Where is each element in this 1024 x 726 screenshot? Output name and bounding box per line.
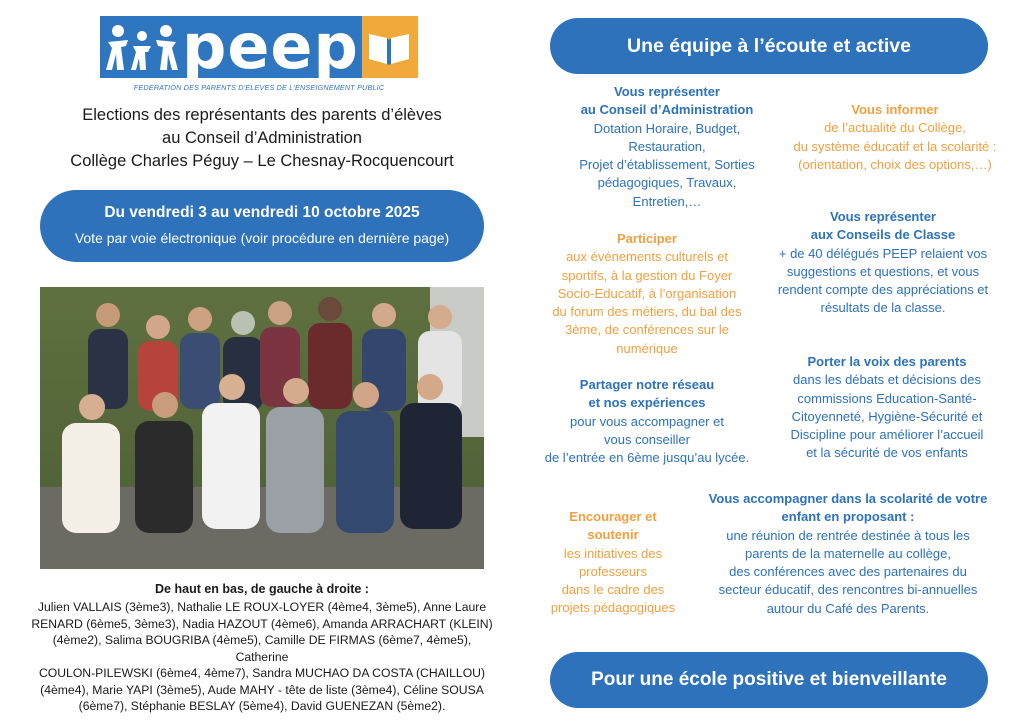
block-heading: enfant en proposant :: [781, 509, 915, 525]
caption-line: COULON-PILEWSKI (6ème4, 4ème7), Sandra MUCHAO DA COSTA (CHAILLOU): [38, 666, 486, 680]
block-heading: Encourager et: [569, 509, 657, 524]
block-text: Discipline pour améliorer l’accueil: [790, 427, 984, 443]
team-photo: [40, 287, 484, 569]
block-heading: Vous accompagner dans la scolarité de votre: [708, 491, 988, 506]
block-text: professeurs: [579, 563, 647, 579]
block-heading: Participer: [617, 231, 677, 246]
block-text: suggestions et questions, et vous: [786, 263, 980, 279]
block-text: vous conseiller: [604, 431, 690, 447]
team-photo-illustration: [40, 287, 484, 569]
caption-names: [26, 599, 498, 715]
caption-line: (4ème2), Salima BOUGRIBA (4ème5), Camille DE FIRMAS (6ème7, 4ème5), Catherine: [52, 633, 472, 664]
represent-cc-block: [758, 208, 1008, 318]
represent-ca-block: [542, 83, 792, 211]
caption-line: (6ème7), Stéphanie BESLAY (5ème4), David GUENEZAN (5ème2).: [78, 699, 446, 713]
vote-dates: Du vendredi 3 au vendredi 10 octobre 2025: [104, 204, 420, 221]
block-text: + de 40 délégués PEEP relaient vos: [778, 245, 988, 261]
encourage-block: [538, 508, 688, 618]
voice-block: [762, 353, 1012, 463]
block-text: (orientation, choix des options,…): [798, 156, 992, 172]
block-text: numérique: [616, 340, 678, 356]
block-text: Citoyenneté, Hygiène-Sécurité et: [791, 408, 983, 424]
block-text: autour du Café des Parents.: [766, 600, 930, 616]
election-line: Elections des représentants des parents d’élèves: [82, 106, 442, 124]
block-text: parents de la maternelle au collège,: [745, 545, 951, 561]
block-heading: et nos expériences: [588, 395, 706, 411]
accompany-block: [690, 490, 1006, 618]
block-text: dans les débats et décisions des: [793, 372, 981, 388]
share-block: [517, 376, 777, 467]
block-text: sportifs, à la gestion du Foyer: [561, 267, 733, 283]
block-text: résultats de la classe.: [820, 300, 946, 316]
block-text: Socio-Educatif, à l’organisation: [557, 285, 737, 301]
vote-dates-banner: [40, 190, 484, 262]
caption-line: (4ème4), Marie YAPI (3ème5), Aude MAHY - tête de liste (3ème4), Céline SOUSA: [40, 682, 484, 697]
block-heading: Vous représenter: [614, 84, 720, 99]
block-text: pour vous accompagner et: [570, 413, 724, 429]
block-heading: Vous informer: [851, 102, 939, 117]
block-text: aux événements culturels et: [566, 249, 728, 265]
block-heading: soutenir: [587, 527, 639, 543]
block-text: une réunion de rentrée destinée à tous les: [726, 527, 970, 543]
block-text: 3ème, de conférences sur le: [564, 322, 730, 338]
block-text: projets pédagogiques: [550, 600, 676, 616]
open-book-icon: [366, 28, 412, 66]
block-text: Projet d’établissement, Sorties: [579, 157, 755, 173]
block-text: et la sécurité de vos enfants: [806, 445, 968, 461]
block-text: secteur éducatif, des rencontres bi-annuelles: [718, 582, 978, 598]
block-heading: Vous représenter: [830, 209, 936, 224]
block-text: dans le cadre des: [561, 582, 665, 598]
block-text: des conférences avec des partenaires du: [729, 564, 967, 580]
logo-subtitle: FEDERATION DES PARENTS D'ELEVES DE L'ENSEIGNEMENT PUBLIC: [133, 83, 385, 92]
block-heading: Porter la voix des parents: [807, 354, 967, 369]
block-text: rendent compte des appréciations et: [777, 282, 989, 298]
caption-title: De haut en bas, de gauche à droite :: [155, 582, 369, 596]
caption-line: Julien VALLAIS (3ème3), Nathalie LE ROUX-LOYER (4ème4, 3ème5), Anne Laure: [37, 600, 487, 614]
people-icon: [106, 22, 178, 72]
participate-block: [527, 230, 767, 358]
team-banner: Une équipe à l’écoute et active: [550, 18, 988, 74]
block-heading: au Conseil d’Administration: [580, 102, 754, 118]
block-text: du système éducatif et la scolarité :: [793, 138, 997, 154]
block-text: du forum des métiers, du bal des: [552, 304, 742, 320]
caption-line: RENARD (6ème5, 3ème3), Nadia HAZOUT (4ème6), Amanda ARRACHART (KLEIN): [31, 616, 493, 631]
motto-banner: Pour une école positive et bienveillante: [550, 652, 988, 708]
block-heading: aux Conseils de Classe: [810, 227, 956, 243]
block-text: commissions Education-Santé-: [797, 390, 977, 406]
election-line: au Conseil d’Administration: [162, 129, 362, 147]
block-text: les initiatives des: [563, 545, 663, 561]
inform-block: [770, 101, 1020, 174]
peep-logo: [100, 10, 418, 102]
election-line: Collège Charles Péguy – Le Chesnay-Rocquencourt: [70, 152, 454, 170]
block-text: Restauration,: [628, 138, 706, 154]
block-text: pédagogiques, Travaux,: [597, 175, 737, 191]
block-heading: Partager notre réseau: [579, 377, 715, 392]
election-heading: [30, 104, 494, 173]
block-text: de l’actualité du Collège,: [824, 120, 966, 136]
vote-method: Vote par voie électronique (voir procédure en dernière page): [74, 230, 450, 246]
logo-wordmark: peep: [182, 10, 359, 83]
block-text: Dotation Horaire, Budget,: [593, 120, 741, 136]
block-text: Entretien,…: [632, 193, 702, 209]
block-text: de l’entrée en 6ème jusqu’au lycée.: [544, 450, 750, 466]
